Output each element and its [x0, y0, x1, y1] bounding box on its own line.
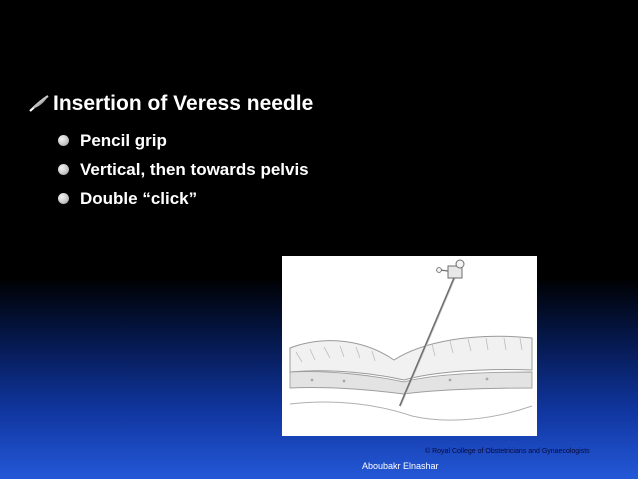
image-credit: © Royal College of Obstetricians and Gynaecologists [425, 448, 590, 455]
list-item [58, 155, 309, 184]
bullet-text: Pencil grip [80, 130, 167, 150]
round-dot-icon [58, 164, 69, 175]
bullet-text: Vertical, then towards pelvis [80, 159, 309, 179]
list-item [58, 126, 309, 155]
round-dot-icon [58, 193, 69, 204]
bullet-list [58, 126, 309, 213]
needle-diagram [282, 256, 537, 436]
slide-heading: Insertion of Veress needle [53, 92, 314, 115]
main-bullet [28, 92, 313, 116]
list-item [58, 184, 309, 213]
veress-needle-illustration [282, 256, 537, 436]
author-name: Aboubakr Elnashar [362, 461, 439, 471]
feather-quill-icon [28, 94, 50, 114]
round-dot-icon [58, 135, 69, 146]
bullet-text: Double “click” [80, 188, 198, 208]
